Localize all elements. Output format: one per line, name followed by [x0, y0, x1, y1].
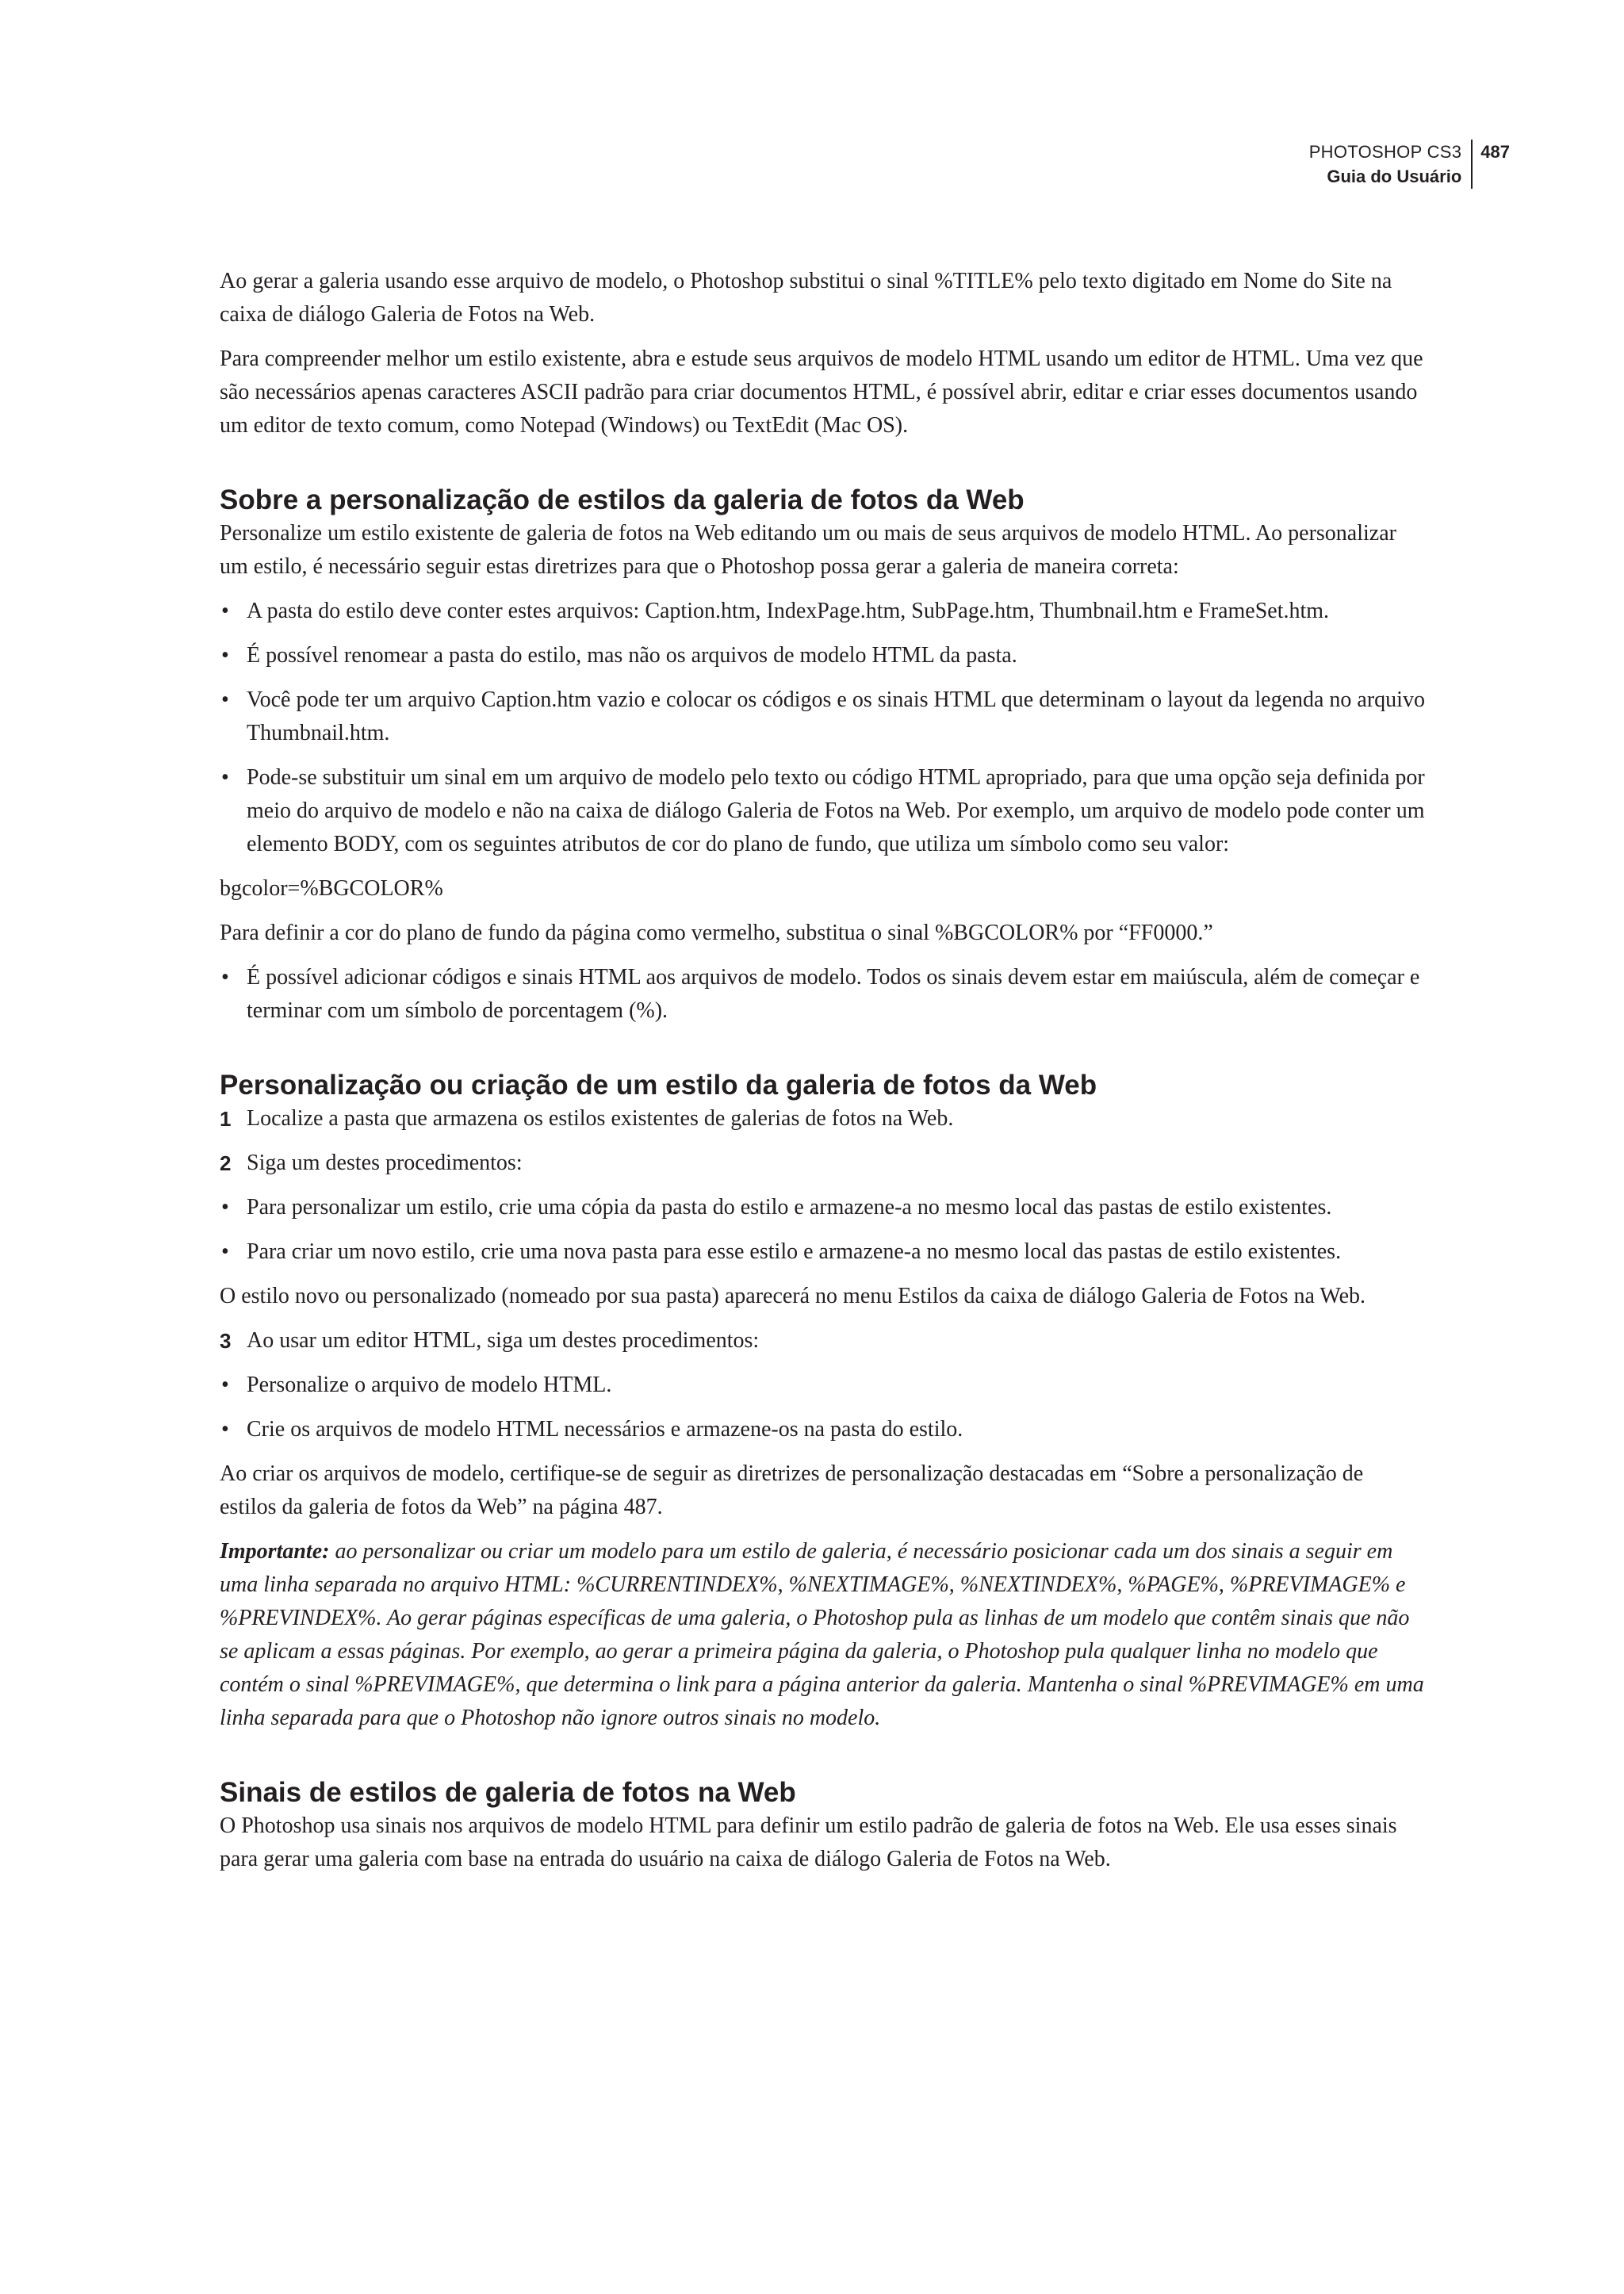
bullet-icon: • [221, 599, 229, 623]
list-item [220, 961, 1425, 1028]
step-text: Siga um destes procedimentos: [247, 1151, 523, 1175]
section-heading-tokens: Sinais de estilos de galeria de fotos na Web [220, 1777, 796, 1808]
step-text: Localize a pasta que armazena os estilos existentes de galerias de fotos na Web. [247, 1106, 954, 1131]
list-item-text: Você pode ter um arquivo Caption.htm vazio e colocar os códigos e os sinais HTML que determinam o layout da legenda no arquivo Thumbnail.htm. [247, 687, 1425, 745]
bullet-icon: • [221, 1373, 229, 1397]
page-content [220, 265, 1425, 1876]
list-item-text: Pode-se substituir um sinal em um arquivo de modelo pelo texto ou código HTML apropriado, para que uma opção seja definida por meio do arquivo de modelo e não na caixa de diálogo Galeria de Fotos na Web. Por exemplo, um arquivo de modelo pode conter um elemento BODY, com os seguintes atributos de cor do plano de fundo, que utiliza um símbolo como seu valor: [247, 765, 1425, 856]
section2-paragraph-1: O estilo novo ou personalizado (nomeado por sua pasta) aparecerá no menu Estilos da caixa de diálogo Galeria de Fotos na Web. [220, 1284, 1365, 1308]
list-item-text: É possível renomear a pasta do estilo, mas não os arquivos de modelo HTML da pasta. [247, 643, 1017, 668]
step-item [220, 1102, 1425, 1136]
list-item-text: Crie os arquivos de modelo HTML necessários e armazene-os na pasta do estilo. [247, 1417, 963, 1442]
code-line: bgcolor=%BGCOLOR% [220, 876, 443, 901]
list-item [220, 684, 1425, 750]
section-heading-create-style: Personalização ou criação de um estilo da galeria de fotos da Web [220, 1070, 1097, 1101]
list-item-text: É possível adicionar códigos e sinais HTML aos arquivos de modelo. Todos os sinais devem estar em maiúscula, além de começar e terminar com um símbolo de porcentagem (%). [247, 965, 1420, 1023]
running-header [1309, 140, 1473, 189]
list-item-text: Para criar um novo estilo, crie uma nova pasta para esse estilo e armazene-a no mesmo local das pastas de estilo existentes. [247, 1239, 1342, 1264]
list-item [220, 1191, 1425, 1224]
step-number: 1 [220, 1107, 232, 1131]
intro-paragraph-2: Para compreender melhor um estilo existente, abra e estude seus arquivos de modelo HTML usando um editor de HTML. Uma vez que são necessários apenas caracteres ASCII padrão para criar documentos HTML, é possível abrir, editar e criar esses documentos usando um editor de texto comum, como Notepad (Windows) ou TextEdit (Mac OS). [220, 347, 1423, 438]
important-note [220, 1535, 1425, 1735]
list-item [220, 595, 1425, 628]
bullet-icon: • [221, 1239, 229, 1264]
bullet-icon: • [221, 1417, 229, 1442]
bullet-icon: • [221, 765, 229, 790]
note-label: Importante: [220, 1539, 330, 1564]
section1-paragraph-2: Para definir a cor do plano de fundo da página como vermelho, substitua o sinal %BGCOLOR% por “FF0000.” [220, 921, 1213, 945]
step-item [220, 1324, 1425, 1358]
step-number: 2 [220, 1151, 232, 1175]
step-number: 3 [220, 1329, 232, 1353]
step-text: Ao usar um editor HTML, siga um destes procedimentos: [247, 1328, 760, 1353]
list-item-text: Para personalizar um estilo, crie uma cópia da pasta do estilo e armazene-a no mesmo local das pastas de estilo existentes. [247, 1195, 1332, 1220]
bullet-icon: • [221, 965, 229, 990]
list-item [220, 761, 1425, 861]
product-name: PHOTOSHOP CS3 [1308, 142, 1462, 162]
list-item [220, 639, 1425, 672]
bullet-icon: • [221, 687, 229, 712]
page-number: 487 [1480, 142, 1510, 162]
note-text: ao personalizar ou criar um modelo para um estilo de galeria, é necessário posicionar cada um dos sinais a seguir em uma linha separada no arquivo HTML: %CURRENTINDEX%, %NEXTIMAGE%, %NEXTINDEX%, %PAGE%, %PREVIMAGE% e %PREVINDEX%. Ao gerar páginas específicas de uma galeria, o Photoshop pula as linhas de um modelo que contêm sinais que não se aplicam a essas páginas. Por exemplo, ao gerar a primeira página da galeria, o Photoshop pula qualquer linha no modelo que contém o sinal %PREVIMAGE%, que determina o link para a página anterior da galeria. Mantenha o sinal %PREVIMAGE% em uma linha separada para que o Photoshop não ignore outros sinais no modelo. [220, 1539, 1424, 1730]
section2-paragraph-2: Ao criar os arquivos de modelo, certifique-se de seguir as diretrizes de personalização destacadas em “Sobre a personalização de estilos da galeria de fotos da Web” na página 487. [220, 1461, 1364, 1519]
list-item [220, 1235, 1425, 1269]
section-heading-customization: Sobre a personalização de estilos da galeria de fotos da Web [220, 484, 1025, 515]
list-item-text: Personalize o arquivo de modelo HTML. [247, 1373, 612, 1397]
list-item [220, 1413, 1425, 1446]
list-item-text: A pasta do estilo deve conter estes arquivos: Caption.htm, IndexPage.htm, SubPage.htm, Thumbnail.htm e FrameSet.htm. [247, 599, 1330, 623]
page-header [1309, 140, 1510, 189]
intro-paragraph-1: Ao gerar a galeria usando esse arquivo de modelo, o Photoshop substitui o sinal %TITLE% pelo texto digitado em Nome do Site na caixa de diálogo Galeria de Fotos na Web. [220, 269, 1392, 327]
guide-name: Guia do Usuário [1327, 167, 1462, 186]
section3-paragraph-1: O Photoshop usa sinais nos arquivos de modelo HTML para definir um estilo padrão de galeria de fotos na Web. Ele usa esses sinais para gerar uma galeria com base na entrada do usuário na caixa de diálogo Galeria de Fotos na Web. [220, 1813, 1397, 1871]
list-item [220, 1369, 1425, 1402]
section1-paragraph-1: Personalize um estilo existente de galeria de fotos na Web editando um ou mais de seus arquivos de modelo HTML. Ao personalizar um estilo, é necessário seguir estas diretrizes para que o Photoshop possa gerar a galeria de maneira correta: [220, 521, 1396, 579]
bullet-icon: • [221, 643, 229, 668]
bullet-icon: • [221, 1195, 229, 1220]
step-item [220, 1147, 1425, 1180]
